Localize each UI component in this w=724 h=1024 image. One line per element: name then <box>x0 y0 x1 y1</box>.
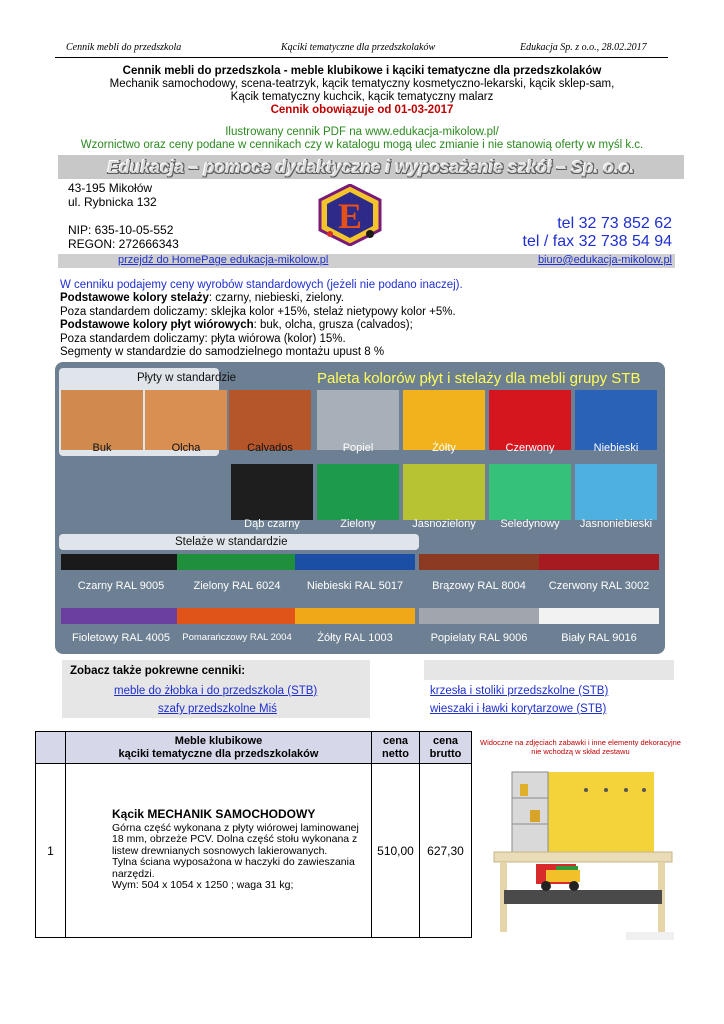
table-row <box>36 764 472 938</box>
swatch-label-row2-1: Zielony <box>340 518 376 530</box>
swatch-label-row2-4: Jasnoniebieski <box>579 518 653 530</box>
swatch-label-frames_row1-4: Czerwony RAL 3002 <box>548 580 650 592</box>
frames-title: Stelaże w standardzie <box>175 536 288 548</box>
swatch-row1-0 <box>61 390 143 450</box>
frame-colors-value: : czarny, niebieski, zielony. <box>208 292 344 305</box>
swatch-frames_row1-0 <box>61 554 181 570</box>
frame-colors-label: Podstawowe kolory stelaży <box>60 292 209 305</box>
header-name-line1: Meble klubikowe <box>174 734 263 747</box>
product-desc-3: Wym: 504 x 1054 x 1250 ; waga 31 kg; <box>112 879 294 892</box>
decoration-note: Widoczne na zdjęciach zabawki i inne elementy dekoracyjne nie wchodzą w skład zestawu <box>480 738 681 756</box>
row-number: 1 <box>36 764 66 938</box>
document-title: Cennik mebli do przedszkola - meble klubikowe i kąciki tematyczne dla przedszkolaków <box>122 65 602 77</box>
board-colors-value: : buk, olcha, grusza (calvados); <box>253 319 413 332</box>
swatch-row2-3 <box>489 464 571 520</box>
product-name: Kącik MECHANIK SAMOCHODOWY <box>112 807 316 822</box>
swatch-row1-5 <box>489 390 571 450</box>
swatch-label-row1-5: Czerwony <box>505 442 555 454</box>
swatch-row2-4 <box>575 464 657 520</box>
price-net: 510,00 <box>372 764 420 938</box>
info-board-surcharge: Poza standardem doliczamy: płyta wiórowa (kolor) 15%. <box>60 332 346 345</box>
swatch-row2-2 <box>403 464 485 520</box>
header-net-line1: cena <box>382 734 409 747</box>
header-gross <box>420 732 472 764</box>
address-city: 43-195 Mikołów <box>68 181 153 195</box>
swatch-frames_row1-2 <box>295 554 415 570</box>
swatch-label-frames_row2-0: Fioletowy RAL 4005 <box>71 632 171 644</box>
pdf-notice: Ilustrowany cennik PDF na www.edukacja-mikolow.pl/ <box>225 126 499 138</box>
regon: REGON: 272666343 <box>68 237 179 251</box>
header-name-line2: kąciki tematyczne dla przedszkolaków <box>118 747 319 760</box>
header-rule <box>55 57 668 58</box>
related-link-hangers[interactable]: wieszaki i ławki korytarzowe (STB) <box>430 703 607 715</box>
logo-letter: E <box>337 196 363 236</box>
swatch-row1-4 <box>403 390 485 450</box>
related-link-chairs[interactable]: krzesła i stoliki przedszkolne (STB) <box>430 685 609 697</box>
swatch-label-frames_row1-0: Czarny RAL 9005 <box>77 580 165 592</box>
homepage-link[interactable]: przejdź do HomePage edukacja-mikolow.pl <box>118 254 329 266</box>
swatch-row1-2 <box>229 390 311 450</box>
swatch-frames_row1-3 <box>419 554 539 570</box>
email-link[interactable]: biuro@edukacja-mikolow.pl <box>537 254 672 266</box>
valid-from: Cennik obowiązuje od 01-03-2017 <box>270 104 454 116</box>
header-left: Cennik mebli do przedszkola <box>66 42 182 53</box>
swatch-label-frames_row2-3: Popielaty RAL 9006 <box>430 632 528 644</box>
address-street: ul. Rybnicka 132 <box>68 195 157 209</box>
swatch-label-row1-4: Żółty <box>432 442 456 454</box>
info-frame-colors <box>60 292 463 305</box>
swatch-label-row2-2: Jasnozielony <box>412 518 476 530</box>
swatch-row1-3 <box>317 390 399 450</box>
header-net-line2: netto <box>382 747 409 760</box>
swatch-label-frames_row2-4: Biały RAL 9016 <box>561 632 637 644</box>
related-link-wardrobes[interactable]: szafy przedszkolne Miś <box>158 703 277 715</box>
swatch-label-frames_row1-2: Niebieski RAL 5017 <box>306 580 404 592</box>
product-desc-2: Tylna ściana wyposażona w haczyki do zawieszania narzędzi. <box>112 856 355 880</box>
info-standard-prices: W cenniku podajemy ceny wyrobów standardowych (jeżeli nie podano inaczej). <box>60 279 463 291</box>
nip: NIP: 635-10-05-552 <box>68 223 174 237</box>
swatch-label-row2-3: Seledynowy <box>500 518 560 530</box>
link-bar <box>58 254 675 268</box>
related-right-panel <box>424 660 674 680</box>
swatch-label-row2-0: Dąb czarny <box>244 518 300 530</box>
info-discount: Segmenty w standardzie do samodzielnego montażu upust 8 % <box>60 346 385 359</box>
phone-number: tel 32 73 852 62 <box>557 215 672 232</box>
header-no <box>36 732 66 764</box>
row-description <box>66 764 372 938</box>
related-title: Zobacz także pokrewne cenniki: <box>70 665 246 677</box>
color-palette <box>55 362 665 654</box>
product-table <box>35 731 472 938</box>
header-gross-line1: cena <box>432 734 459 747</box>
header-center: Kąciki tematyczne dla przedszkolaków <box>281 42 436 53</box>
info-surcharge: Poza standardem doliczamy: sklejka kolor +15%, stelaż nietypowy kolor +5%. <box>60 305 456 318</box>
swatch-label-frames_row1-3: Brązowy RAL 8004 <box>432 580 526 592</box>
price-gross: 627,30 <box>420 764 472 938</box>
swatch-label-row1-0: Buk <box>92 442 112 454</box>
header-right: Edukacja Sp. z o.o., 28.02.2017 <box>520 42 647 53</box>
swatch-row2-0 <box>231 464 313 520</box>
header-net <box>372 732 420 764</box>
board-colors-label: Podstawowe kolory płyt wiórowych <box>60 319 254 332</box>
palette-title: Paleta kolorów płyt i stelaży dla mebli grupy STB <box>317 370 641 387</box>
swatch-frames_row1-4 <box>539 554 659 570</box>
swatch-label-frames_row2-1: Pomarańczowy RAL 2004 <box>182 632 292 643</box>
swatch-frames_row2-2 <box>295 608 415 624</box>
swatch-frames_row2-4 <box>539 608 659 624</box>
title-line-2: Mechanik samochodowy, scena-teatrzyk, kącik tematyczny kosmetyczno-lekarski, kącik sklep-sam, <box>109 78 615 90</box>
company-banner: Edukacja – pomoce dydaktyczne i wyposażenie szkół – Sp. o.o. <box>58 155 684 179</box>
swatch-label-row1-2: Calvados <box>247 442 293 454</box>
company-logo <box>318 184 382 246</box>
header-gross-line2: brutto <box>429 747 462 760</box>
table-header-row <box>36 732 472 764</box>
product-image-mechanic-corner <box>486 770 678 942</box>
price-disclaimer: Wzornictwo oraz ceny podane w cennikach czy w katalogu mogą ulec zmianie i nie stanowią oferty w myśl k.c. <box>80 139 644 151</box>
pricing-info <box>60 279 463 359</box>
swatch-frames_row1-1 <box>177 554 297 570</box>
related-pricelists <box>62 660 674 718</box>
swatch-label-frames_row2-2: Żółty RAL 1003 <box>317 632 393 644</box>
header-name <box>66 732 372 764</box>
swatch-label-row1-3: Popiel <box>342 442 374 454</box>
swatch-frames_row2-3 <box>419 608 539 624</box>
swatch-row1-1 <box>145 390 227 450</box>
swatch-label-row1-1: Olcha <box>171 442 201 454</box>
related-link-nursery[interactable]: meble do żłobka i do przedszkola (STB) <box>114 685 318 697</box>
product-desc-1: Górna część wykonana z płyty wiórowej laminowanej 18 mm, obrzeże PCV. Dolna część stołu wykonana z listew drewnianych sosnowych lakierowanych. <box>112 821 359 857</box>
swatch-frames_row2-0 <box>61 608 181 624</box>
swatch-label-row1-6: Niebieski <box>593 442 639 454</box>
fax-number: tel / fax 32 738 54 94 <box>522 233 672 250</box>
info-board-colors <box>60 319 463 332</box>
swatch-row1-6 <box>575 390 657 450</box>
swatch-row2-1 <box>317 464 399 520</box>
boards-title: Płyty w standardzie <box>137 372 237 384</box>
swatch-label-frames_row1-1: Zielony RAL 6024 <box>193 580 281 592</box>
swatch-frames_row2-1 <box>177 608 297 624</box>
title-line-3: Kącik tematyczny kuchcik, kącik tematyczny malarz <box>230 91 494 103</box>
